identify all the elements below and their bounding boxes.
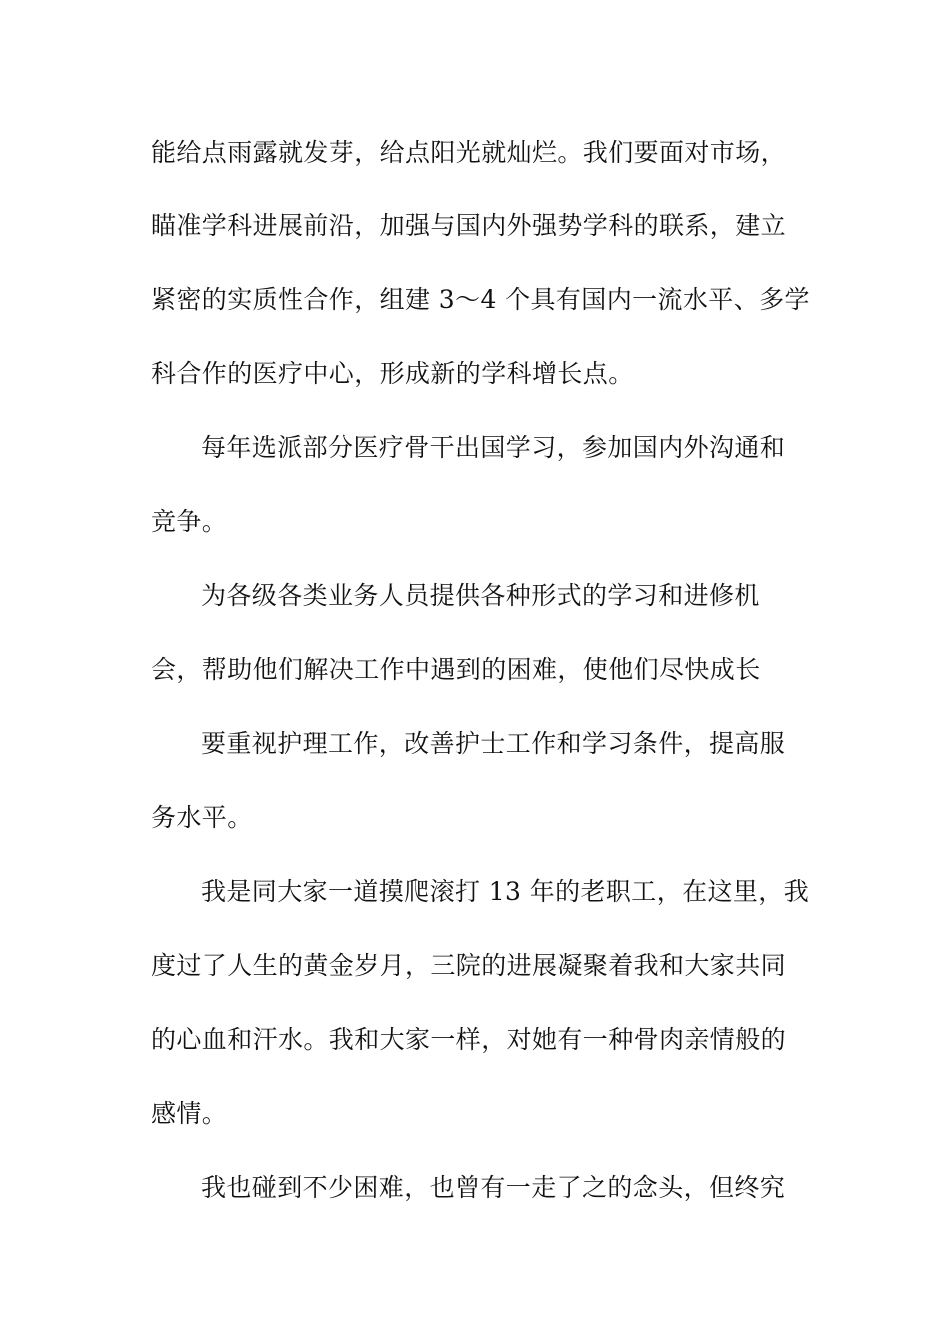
text-line: 瞄准学科进展前沿，加强与国内外强势学科的联系，建立 — [151, 211, 787, 240]
text-line: 务水平。 — [151, 803, 253, 832]
text-line: 竞争。 — [151, 507, 228, 536]
text-line: 度过了人生的黄金岁月，三院的进展凝聚着我和大家共同 — [151, 951, 787, 980]
text-line: 科合作的医疗中心，形成新的学科增长点。 — [151, 359, 634, 388]
text-line: 会，帮助他们解决工作中遇到的困难，使他们尽快成长 — [151, 655, 761, 684]
paragraph-first-line: 为各级各类业务人员提供各种形式的学习和进修机 — [201, 581, 760, 610]
text-line: 能给点雨露就发芽，给点阳光就灿烂。我们要面对市场， — [151, 138, 787, 167]
paragraph-first-line: 每年选派部分医疗骨干出国学习，参加国内外沟通和 — [201, 433, 786, 462]
text-line: 的心血和汗水。我和大家一样，对她有一种骨肉亲情般的 — [151, 1025, 787, 1054]
text-line: 感情。 — [151, 1099, 228, 1128]
text-line: 紧密的实质性合作，组建 3～4 个具有国内一流水平、多学 — [151, 285, 810, 314]
paragraph-first-line: 我也碰到不少困难，也曾有一走了之的念头，但终究 — [201, 1173, 786, 1202]
paragraph-first-line: 我是同大家一道摸爬滚打 13 年的老职工，在这里，我 — [201, 877, 810, 906]
paragraph-first-line: 要重视护理工作，改善护士工作和学习条件，提高服 — [201, 729, 786, 758]
